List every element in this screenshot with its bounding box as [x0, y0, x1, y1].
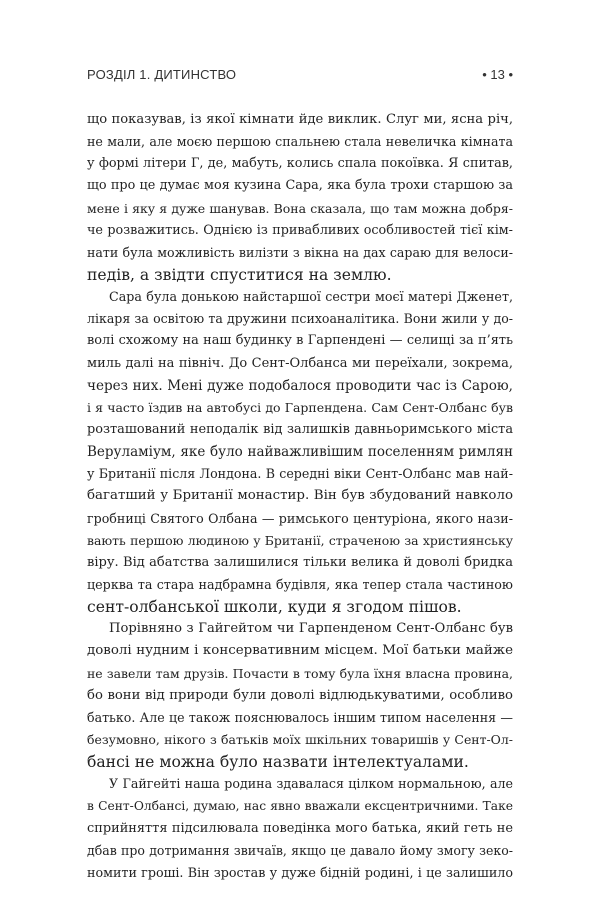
- text-line: доволі нудним і консервативним місцем. Мої батьки майже: [87, 643, 513, 659]
- text-line: батько. Але це також пояснювалось іншим типом населення —: [87, 709, 513, 725]
- text-line: у формі літери Г, де, мабуть, колись спала покоївка. Я спитав,: [87, 156, 513, 172]
- text-line: У Гайгейті наша родина здавалася цілком нормальною, але: [109, 776, 513, 792]
- text-line: педів, а звідти спуститися на землю.: [87, 265, 392, 284]
- text-line: що показував, із якої кімнати йде виклик. Слуг ми, ясна річ,: [87, 112, 513, 127]
- text-line: бо вони від природи були доволі відлюдькуватими, особливо: [87, 687, 513, 703]
- text-line: багатший у Британії монастир. Він був збудований навколо: [87, 488, 513, 504]
- text-line: не завели там друзів. Почасти в тому була їхня власна провина,: [87, 665, 513, 681]
- text-line: волі схожому на наш будинку в Гарпендені — селищі за п’ять: [87, 333, 513, 349]
- text-line: що про це думає моя кузина Сара, яка була трохи старшою за: [87, 178, 513, 194]
- paragraph-4: [87, 773, 513, 884]
- text-line: Веруламіум, яке було найважливішим поселенням римлян: [87, 444, 513, 461]
- text-line: через них. Мені дуже подобалося проводити час із Сарою,: [87, 377, 513, 394]
- text-line: в Сент-Олбансі, думаю, нас явно вважали ексцентричними. Таке: [87, 799, 513, 814]
- text-line: лікаря за освітою та дружини психоаналітика. Вони жили у до-: [87, 311, 513, 327]
- text-line: і я часто їздив на автобусі до Гарпендена. Сам Сент-Олбанс був: [87, 399, 513, 415]
- text-line: розташований неподалік від залишків давньоримського міста: [87, 421, 513, 437]
- paragraph-2: [87, 286, 513, 618]
- text-line: сприйняття підсилювала поведінка мого батька, який геть не: [87, 820, 513, 836]
- body-text: [87, 109, 513, 884]
- paragraph-1: [87, 109, 513, 286]
- text-line: дбав про дотримання звичаїв, якщо це давало йому змогу зеко-: [87, 842, 513, 858]
- text-line: нати була можливість вилізти з вікна на дах сараю для велоси-: [87, 244, 513, 260]
- text-line: номити гроші. Він зростав у дуже бідній родині, і це залишило: [87, 864, 513, 880]
- text-line: віру. Від абатства залишилися тільки велика й доволі бридка: [87, 554, 513, 570]
- running-head-chapter: РОЗДІЛ 1. ДИТИНСТВО: [87, 67, 237, 82]
- text-line: Порівняно з Гайгейтом чи Гарпенденом Сент-Олбанс був: [109, 621, 513, 637]
- text-line: не мали, але моєю першою спальнею стала невеличка кімната: [87, 134, 513, 150]
- text-line: мене і яку я дуже шанував. Вона сказала, що там можна добря-: [87, 200, 513, 216]
- text-line: че розважитись. Однією із привабливих особливостей тієї кім-: [87, 222, 513, 238]
- text-line: бансі не можна було назвати інтелектуалами.: [87, 753, 469, 772]
- text-line: у Британії після Лондона. В середні віки Сент-Олбанс мав най-: [87, 466, 513, 482]
- text-line: безумовно, нікого з батьків моїх шкільних товаришів у Сент-Ол-: [87, 731, 513, 747]
- text-line: вають першою людиною у Британії, страченою за християнську: [87, 532, 513, 548]
- text-line: сент-олбанської школи, куди я згодом пішов.: [87, 598, 462, 617]
- text-line: церква та стара надбрамна будівля, яка тепер стала частиною: [87, 576, 513, 592]
- paragraph-3: [87, 618, 513, 773]
- text-line: гробниці Святого Олбана — римського центуріона, якого нази-: [87, 510, 513, 526]
- text-line: Сара була донькою найстаршої сестри моєї матері Дженет,: [109, 289, 513, 305]
- text-line: миль далі на північ. До Сент-Олбанса ми переїхали, зокрема,: [87, 355, 513, 371]
- page-number: • 13 •: [482, 67, 513, 82]
